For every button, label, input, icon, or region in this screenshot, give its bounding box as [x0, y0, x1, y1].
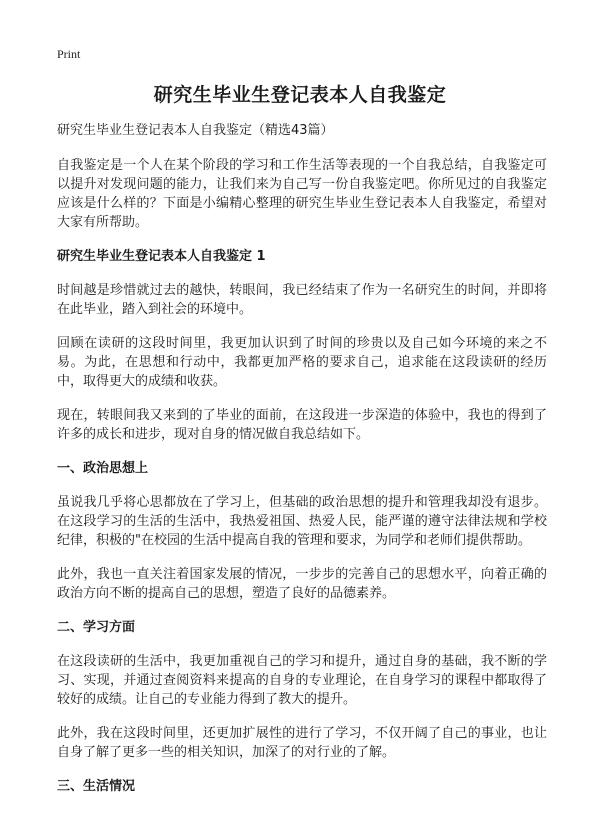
document-body [57, 121, 547, 811]
paragraph: 虽说我几乎将心思都放在了学习上，但基础的政治思想的提升和管理我却没有退步。在这段学习的生活的生活中，我热爱祖国、热爱人民，能严谨的遵守法律法规和学校纪律，积极的"在校园的生活中提高自我的管理和要求，为同学和老师们提供帮助。 [57, 495, 547, 548]
paragraph: 此外，我也一直关注着国家发展的情况，一步步的完善自己的思想水平，向着正确的政治方向不断的提高自己的思想，塑造了良好的品德素养。 [57, 567, 547, 601]
subsection-heading-life: 三、生活情况 [57, 779, 136, 794]
subsection-heading-study: 二、学习方面 [57, 620, 136, 635]
print-label: Print [57, 47, 81, 61]
subsection-heading-politics: 一、政治思想上 [57, 461, 149, 476]
section-heading: 研究生毕业生登记表本人自我鉴定 1 [57, 249, 266, 264]
intro-paragraph: 自我鉴定是一个人在某个阶段的学习和工作生活等表现的一个自我总结，自我鉴定可以提升对发现问题的能力，让我们来为自己写一份自我鉴定吧。你所见过的自我鉴定应该是什么样的？下面是小编精心整理的研究生毕业生登记表本人自我鉴定，希望对大家有所帮助。 [57, 158, 547, 230]
paragraph: 现在，转眼间我又来到的了毕业的面前，在这段进一步深造的体验中，我也的得到了许多的成长和进步，现对自身的情况做自我总结如下。 [57, 408, 547, 442]
paragraph: 回顾在读研的这段时间里，我更加认识到了时间的珍贵以及自己如今环境的来之不易。为此，在思想和行动中，我都更加严格的要求自己，追求能在这段读研的经历中，取得更大的成绩和收获。 [57, 336, 547, 389]
paragraph: 此外，我在这段时间里，还更加扩展性的进行了学习，不仅开阔了自己的事业，也让自身了解了更多一些的相关知识，加深了的对行业的了解。 [57, 726, 547, 760]
page-title: 研究生毕业生登记表本人自我鉴定 [153, 84, 447, 106]
document-subtitle: 研究生毕业生登记表本人自我鉴定（精选43篇） [57, 123, 334, 138]
paragraph: 时间越是珍惜就过去的越快，转眼间，我已经结束了作为一名研究生的时间，并即将在此毕业，踏入到社会的环境中。 [57, 283, 547, 317]
paragraph: 在这段读研的生活中，我更加重视自己的学习和提升，通过自身的基础，我不断的学习、实现，并通过查阅资料来提高的自身的专业理论，在自身学习的课程中都取得了较好的成绩。让自己的专业能力得到了教大的提升。 [57, 654, 547, 707]
